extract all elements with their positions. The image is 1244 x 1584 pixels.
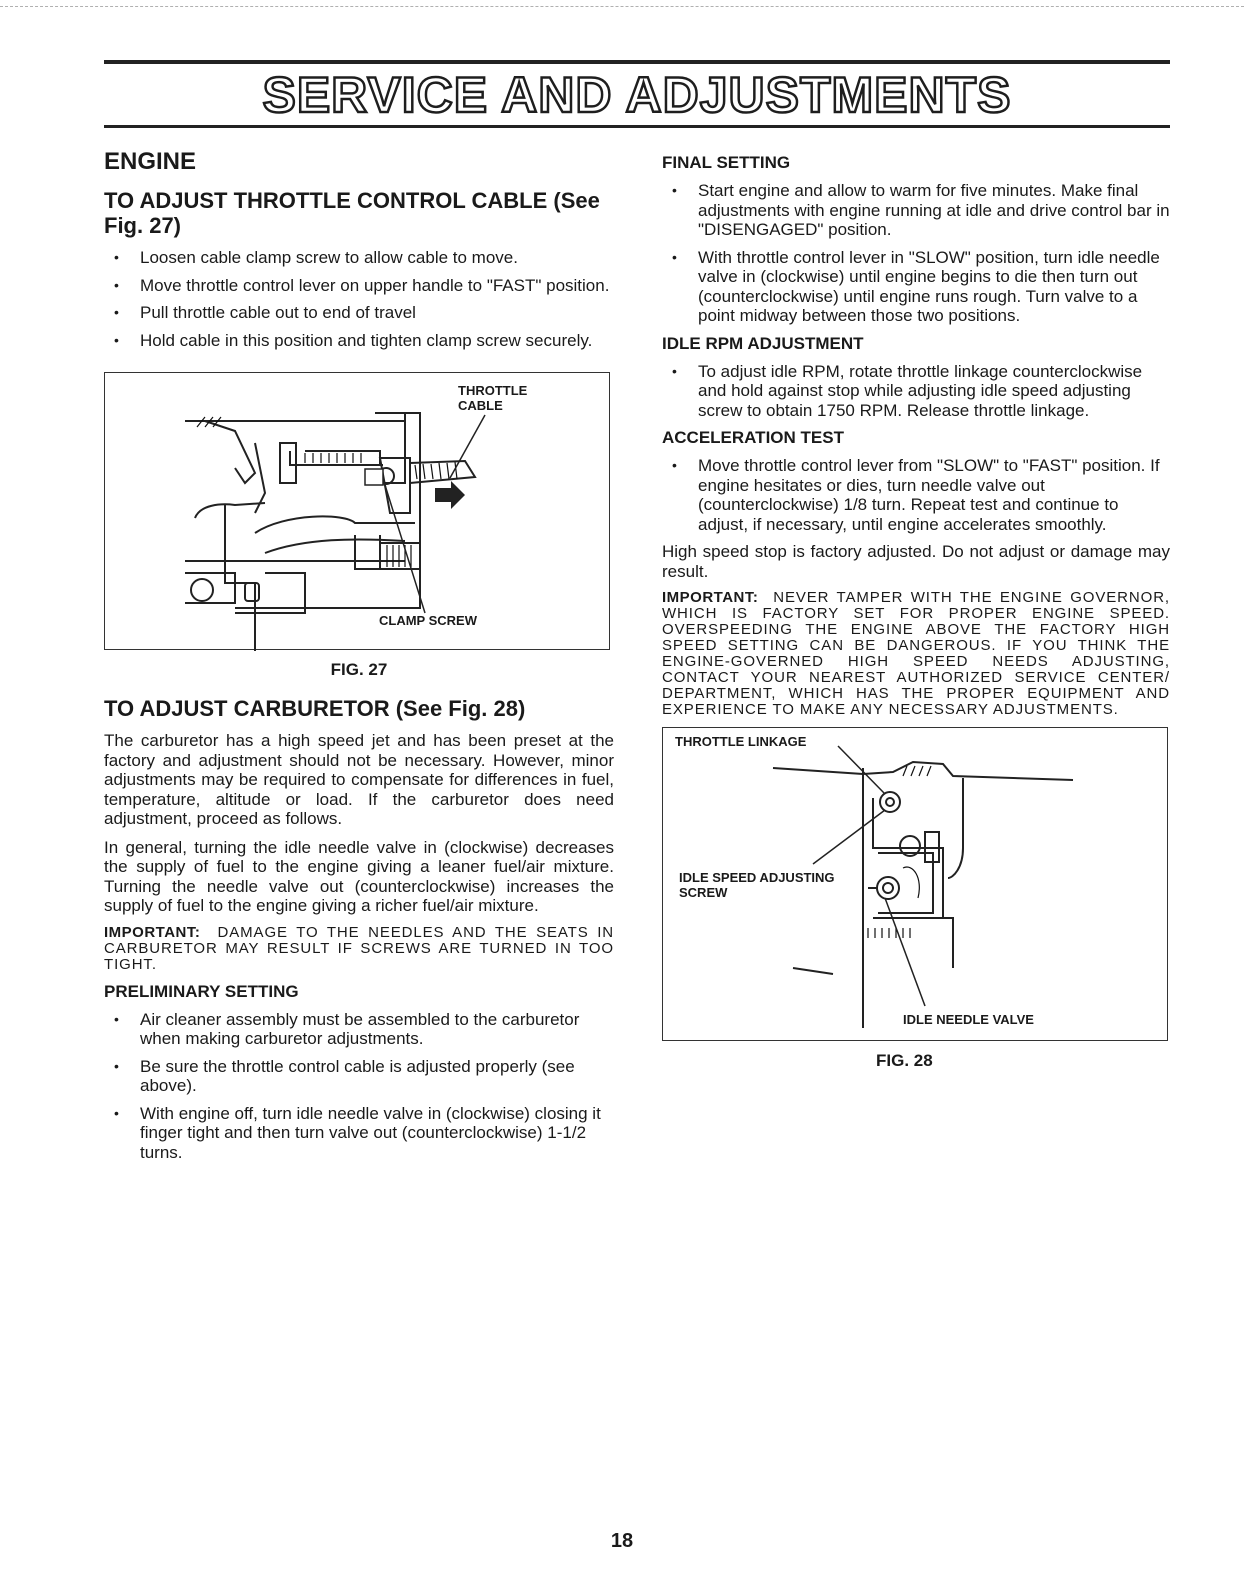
important-label: IMPORTANT: xyxy=(104,923,201,941)
governor-warning xyxy=(662,590,1170,718)
list-item: • With throttle control lever in "SLOW" position, turn idle needle valve in (clockwise) until engine begins to die then turn out (counterclockwise) until engine runs rough. Turn valve to a point midway between those two positions. xyxy=(662,248,1170,326)
right-column xyxy=(662,148,1170,1071)
acceleration-test-steps xyxy=(662,456,1170,534)
idle-rpm-heading: IDLE RPM ADJUSTMENT xyxy=(662,333,864,353)
list-item: • With engine off, turn idle needle valve in (clockwise) closing it finger tight and then turn valve out (counterclockwise) 1-1/2 turns. xyxy=(104,1104,614,1163)
preliminary-steps xyxy=(104,1010,614,1163)
left-column xyxy=(104,148,614,1170)
list-item: • Hold cable in this position and tighten clamp screw securely. xyxy=(104,331,614,351)
carburetor-heading: TO ADJUST CARBURETOR (See Fig. 28) xyxy=(104,696,526,721)
scan-top-edge xyxy=(0,6,1244,7)
important-text: DAMAGE TO THE NEEDLES AND THE SEATS IN CARBURETOR MAY RESULT IF SCREWS ARE TURNED IN TOO TIGHT. xyxy=(104,923,614,973)
page-number: 18 xyxy=(610,1530,634,1552)
carburetor-general: In general, turning the idle needle valve in (clockwise) decreases the supply of fuel to the engine giving a leaner fuel/air mixture. Turning the needle valve out (counterclockwise) increases the supply of fuel to the engine giving a richer fuel/air mixture. xyxy=(104,837,614,915)
carburetor-intro: The carburetor has a high speed jet and has been preset at the factory and adjustment should not be necessary. However, minor adjustments may be required to compensate for differences in fuel, temperature, altitude or load. If the carburetor does need adjustment, proceed as follows. xyxy=(104,731,614,828)
figure-27-caption: FIG. 27 xyxy=(330,660,388,679)
idle-rpm-steps xyxy=(662,362,1170,421)
title-rule-bottom xyxy=(104,125,1170,128)
throttle-cable-diagram xyxy=(105,373,611,651)
list-item: • Loosen cable clamp screw to allow cable to move. xyxy=(104,248,614,268)
label-throttle-linkage: THROTTLE LINKAGE xyxy=(675,734,807,749)
list-item: • Start engine and allow to warm for five minutes. Make final adjustments with engine running at idle and drive control bar in "DISENGAGED" position. xyxy=(662,181,1170,240)
label-throttle-cable: THROTTLE CABLE xyxy=(458,383,528,413)
figure-27 xyxy=(104,372,610,650)
list-item: • Air cleaner assembly must be assembled to the carburetor when making carburetor adjustments. xyxy=(104,1010,614,1049)
list-item: • Pull throttle cable out to end of travel xyxy=(104,303,614,323)
list-item: • To adjust idle RPM, rotate throttle linkage counterclockwise and hold against stop while adjusting idle speed adjusting screw to obtain 1750 RPM. Release throttle linkage. xyxy=(662,362,1170,421)
label-idle-needle-valve: IDLE NEEDLE VALVE xyxy=(903,1012,1034,1027)
carburetor-warning xyxy=(104,925,614,973)
figure-28 xyxy=(662,727,1168,1041)
throttle-cable-steps xyxy=(104,248,614,350)
page-title: SERVICE AND ADJUSTMENTS xyxy=(262,67,1012,123)
important-label: IMPORTANT: xyxy=(662,589,759,606)
final-setting-steps xyxy=(662,181,1170,326)
label-idle-speed-screw: IDLE SPEED ADJUSTING SCREW xyxy=(679,870,835,900)
final-setting-heading: FINAL SETTING xyxy=(662,153,791,172)
figure-28-caption: FIG. 28 xyxy=(876,1051,933,1070)
preliminary-setting-heading: PRELIMINARY SETTING xyxy=(104,981,299,1001)
list-item: • Be sure the throttle control cable is adjusted properly (see above). xyxy=(104,1057,614,1096)
list-item: • Move throttle control lever on upper handle to "FAST" position. xyxy=(104,276,614,296)
throttle-cable-heading: TO ADJUST THROTTLE CONTROL CABLE (See Fig. 27) xyxy=(104,188,600,238)
high-speed-note: High speed stop is factory adjusted. Do not adjust or damage may result. xyxy=(662,542,1170,581)
label-clamp-screw: CLAMP SCREW xyxy=(379,613,477,628)
acceleration-test-heading: ACCELERATION TEST xyxy=(662,428,844,447)
section-title-engine: ENGINE xyxy=(104,148,197,175)
list-item: • Move throttle control lever from "SLOW" to "FAST" position. If engine hesitates or dies, turn needle valve out (counterclockwise) 1/8 turn. Repeat test and continue to adjust, if necessary, until engine accelerates smoothly. xyxy=(662,456,1170,534)
important-text: NEVER TAMPER WITH THE ENGINE GOVERNOR, WHICH IS FACTORY SET FOR PROPER ENGINE SPEED. OVERSPEEDING THE ENGINE ABOVE THE FACTORY HIGH SPEED SETTING CAN BE DANGEROUS. IF YOU THINK THE ENGINE-GOVERNED HIGH SPEED NEEDS ADJUSTING, CONTACT YOUR NEAREST AUTHORIZED SERVICE CENTER/ DEPARTMENT, WHICH HAS THE PROPER EQUIPMENT AND EXPERIENCE TO MAKE ANY NECESSARY ADJUSTMENTS. xyxy=(662,589,1171,718)
